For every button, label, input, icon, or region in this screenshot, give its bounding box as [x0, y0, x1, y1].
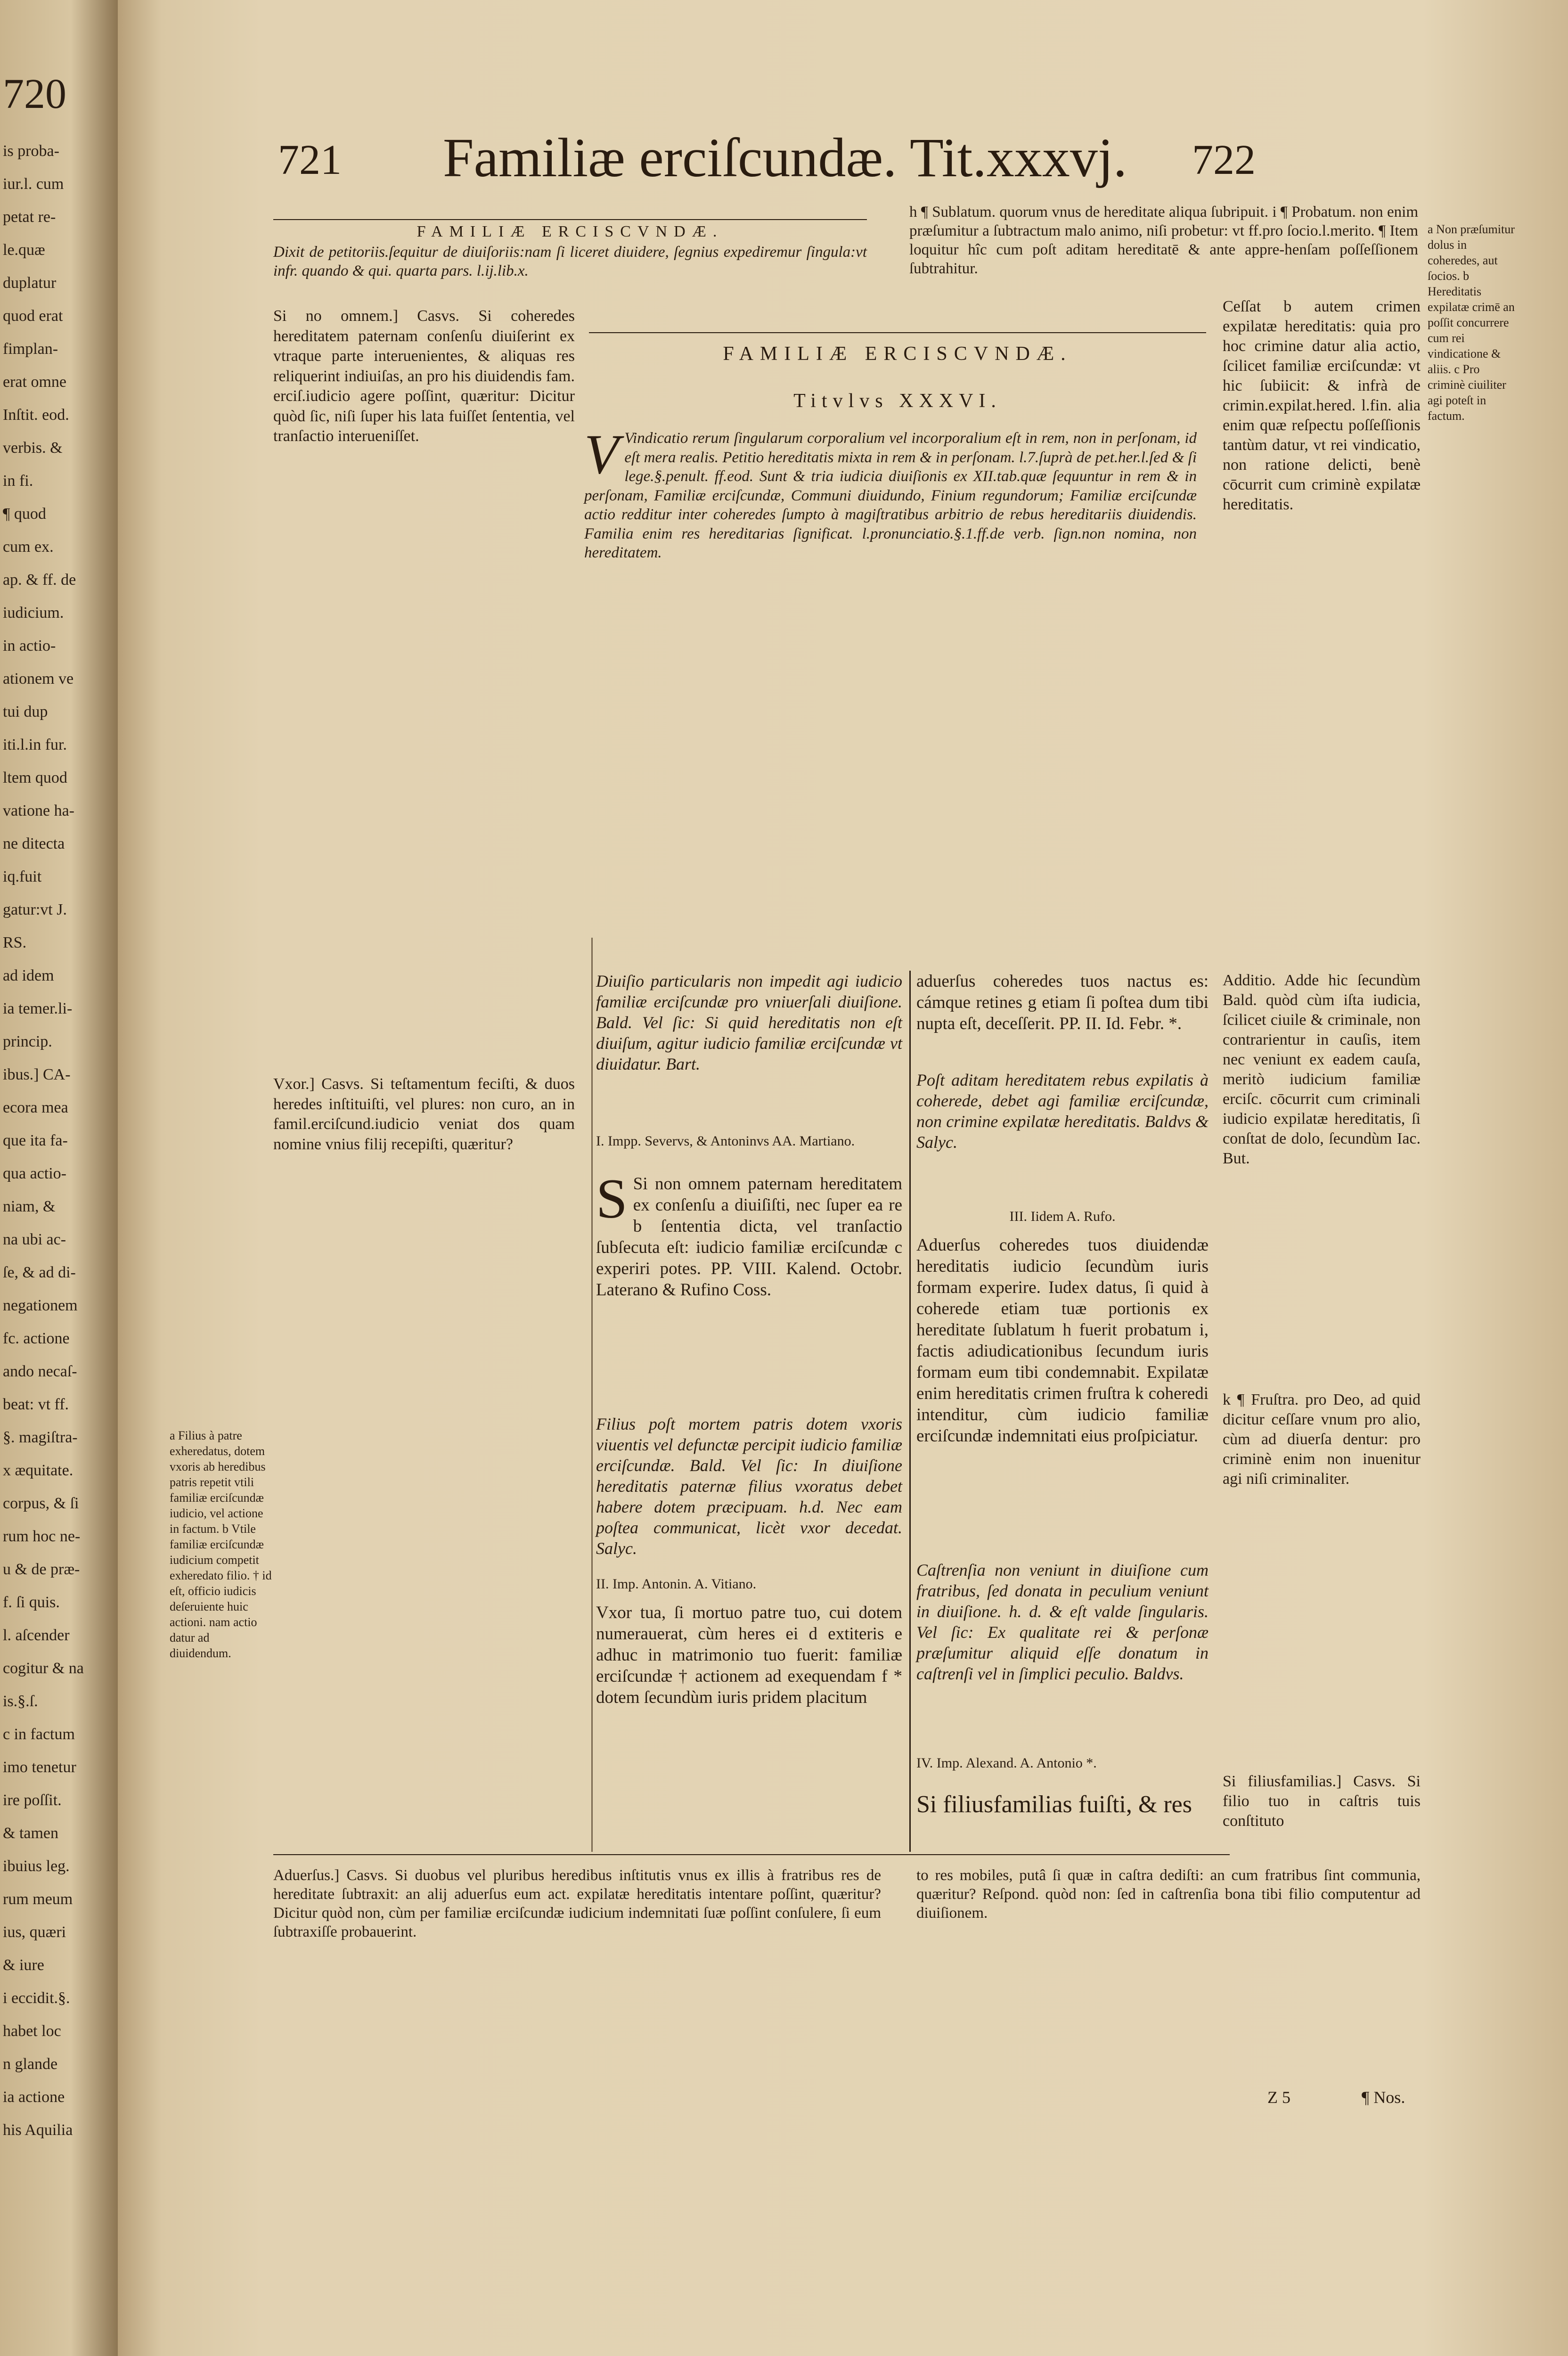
verso-fragment: imo tenetur [3, 1759, 76, 1776]
verso-fragment: Inſtit. eod. [3, 406, 69, 424]
verso-fragment: rum hoc ne- [3, 1528, 81, 1545]
lex-2-continuation: aduerſus coheredes tuos nactus es: cámque retines g etiam ſi poſtea dum tibi nupta eſt, deceſſerit. PP. II. Id. Febr. *. [916, 972, 1209, 1033]
dropcap-s: S [596, 1167, 628, 1230]
verso-fragment: is.§.ſ. [3, 1693, 38, 1710]
verso-fragment: ire poſſit. [3, 1792, 62, 1809]
verso-fragment: ltem quod [3, 769, 67, 786]
catchword: ¶ Nos. [1362, 2088, 1405, 2107]
lex-1-text [596, 1167, 902, 1301]
verso-fragment: niam, & [3, 1198, 56, 1215]
verso-fragment: l. aſcender [3, 1627, 70, 1644]
verso-fragment: ando necaſ- [3, 1363, 77, 1380]
verso-fragment: tui dup [3, 703, 48, 720]
lex-3-text: Aduerſus coheredes tuos diuidendæ hereditatis iudicio ſecundùm iuris formam experire. Iudex datus, ſi quid à coherede etiam tuæ portionis ex hereditate ſublatum h fuerit probatum i, factis adiudicationibus ſecundum iuris formam eum tibi condemnabit. Expilatæ enim hereditatis crimen fruſtra k coheredi intenditur, cùm iudicio familiæ erciſcundæ indemnitati eius proſpiciatur. [916, 1235, 1209, 1446]
bottom-casus-adversus: Aduerſus.] Casvs. Si duobus vel pluribus heredibus inſtitutis vnus ex illis à fratribus res de hereditate ſubtraxit: an alij aduerſus eum act. expilatæ hereditatis intentare poſſint, quæritur? Dicitur quòd non, cùm per familiæ erciſcundæ iudicium indemnitati ſuæ poſſint conſulere, ſi eum ſubtraxiſſe probauerint. [273, 1867, 881, 1940]
right-casus-si-filiusfamilias: Si filiusfamilias.] Casvs. Si filio tuo in caſtris tuis conſtituto [1223, 1773, 1421, 1830]
lex-2-text: Vxor tua, ſi mortuo patre tuo, cui dotem numerauerat, cùm heres ei d extiteris e adhuc in matrimonio tuo fuerit: familiæ erciſcundæ † actionem ad exequendam f * dotem ſecundùm iuris pridem placitum [596, 1603, 902, 1707]
title-rule-left [273, 219, 867, 220]
verso-fragment: cum ex. [3, 538, 54, 556]
verso-fragment: beat: vt ff. [3, 1396, 69, 1413]
right-side-notes: a Non præſumitur dolus in coheredes, aut ſocios. b Hereditatis expilatæ crimē an poſſit concurrere cum rei vindicatione & aliis. c Pro criminè ciuiliter agi poteſt in factum. [1428, 222, 1515, 423]
verso-fragment: ius, quæri [3, 1923, 66, 1941]
verso-fragment: duplatur [3, 274, 57, 292]
right-gloss-a: Ceſſat b autem crimen expilatæ hereditatis: quia pro hoc crimine datur alia actio, ſcilicet familiæ erciſcundæ: vt hic ſubiicit: & infrà de crimin.expilat.hered. l.fin. alia enim quæ reſpectu poſſeſſionis tantùm datur, vt rei vindicatio, non ratione delicti, benè cōcurrit cum criminè expilatæ hereditatis. [1223, 298, 1421, 513]
casus-si-non-omnem: Si no omnem.] Casvs. Si coheredes hereditatem paternam conſenſu diuiſerint ex vtraque parte interuenientes, & aliquas res reliquerint indiuiſas, an pro his diuidendis fam. erciſ.iudicio agere poſſint, quæritur: Dicitur quòd ſic, niſi ſuper his lata fuiſſet ſententia, vel tranſactio interueniſſet. [273, 307, 575, 445]
center-running-title: FAMILIÆ ERCISCVNDÆ. [723, 343, 1072, 365]
lex-3-heading: III. Iidem A. Rufo. [1009, 1209, 1116, 1224]
verso-fragment: n glande [3, 2055, 58, 2073]
verso-fragment: vatione ha- [3, 802, 74, 819]
verso-fragment: ſe, & ad di- [3, 1264, 76, 1281]
right-gloss-k: k ¶ Fruſtra. pro Deo, ad quid dicitur ceſſare vnum pro alio, cùm ad diuerſa dentur: pro criminè enim non inuenitur agi niſi criminaliter. [1223, 1391, 1421, 1488]
right-top-gloss: h ¶ Sublatum. quorum vnus de hereditate aliqua ſubripuit. i ¶ Probatum. non enim præſumitur a ſubtractum malo animo, niſi probetur: vt ff.pro ſocio.l.merito. ¶ Item loquitur hîc cum poſt aditam hereditatē & ante appre-henſam poſſeſſionem ſubtrahitur. [909, 204, 1418, 277]
verso-fragment: na ubi ac- [3, 1231, 66, 1248]
verso-fragment: §. magiſtra- [3, 1429, 78, 1446]
verso-fragment: i eccidit.§. [3, 1989, 70, 2007]
verso-fragment: rum meum [3, 1890, 73, 1908]
verso-fragment: qua actio- [3, 1165, 66, 1182]
left-running-title: FAMILIÆ ERCISCVNDÆ. [416, 223, 724, 240]
verso-fragment: iur.l. cum [3, 175, 64, 193]
titulus-heading: Titvlvs XXXVI. [793, 390, 1002, 412]
verso-fragment: gatur:vt J. [3, 901, 67, 918]
right-page-number: 722 [1192, 137, 1256, 183]
page-title: Familiæ erciſcundæ. Tit.xxxvj. [443, 127, 1127, 188]
verso-fragment: fimplan- [3, 340, 58, 358]
verso-fragment: ne ditecta [3, 835, 65, 852]
verso-fragment: in fi. [3, 472, 33, 490]
left-side-notes: a Filius à patre exheredatus, dotem vxoris ab heredibus patris repetit vtili familiæ erciſcundæ iudicio, vel actione in factum. b Vtile familiæ erciſcundæ iudicium competit exheredato filio. † id eſt, officio iudicis deſeruiente huic actioni. nam actio datur ad diuidendum. [170, 1429, 272, 1660]
lex-4-text: Si filiusfamilias fuiſti, & res [916, 1791, 1192, 1818]
bottom-gloss-rule [273, 1854, 1230, 1855]
verso-fragment: fc. actione [3, 1330, 70, 1347]
verso-fragment: his Aquilia [3, 2121, 73, 2139]
verso-fragment: ¶ quod [3, 505, 46, 523]
verso-fragment: le.quæ [3, 241, 45, 259]
verso-fragment: habet loc [3, 2022, 61, 2040]
verso-page-number: 720 [3, 71, 66, 117]
verso-fragment: is proba- [3, 142, 59, 160]
verso-fragment: negationem [3, 1297, 78, 1314]
left-column-divider [591, 938, 593, 1852]
verso-fragment: princip. [3, 1033, 52, 1050]
lex-3-summary: Poſt aditam hereditatem rebus expilatis à coherede, debet agi familiæ erciſcundæ, non crimine expilatæ hereditatis. Baldvs & Salyc. [916, 1071, 1209, 1152]
verso-fragment: ecora mea [3, 1099, 68, 1116]
verso-fragment: ibuius leg. [3, 1857, 70, 1875]
right-additio: Additio. Adde hic ſecundùm Bald. quòd cùm iſta iudicia, ſcilicet ciuile & criminale, non contrarientur in cauſis, item nec veniunt ex eadem cauſa, meritò iudicium familiæ erciſc. cōcurrit cum criminali iudicio expilatæ hereditatis, ſi conſtat de dolo, ſecundùm Iac. But. [1223, 972, 1421, 1167]
center-intro-gloss-text: Vindicatio rerum ſingularum corporalium vel incorporalium eſt in rem, non in perſonam, id eſt mera realis. Petitio hereditatis mixta in rem & in perſonam. l.7.ſuprà de pet.her.l.ſed & ſi lege.§.penult. ff.eod. Sunt & tria iudicia diuiſionis ex XII.tab.quæ ſequuntur in rem & in perſonam, Familiæ erciſcundæ, Communi diuidundo, Finium regundorum; Familiæ erciſcundæ actio redditur inter coheredes ſumpto à magiſtratibus arbitrio de rebus hereditariis diuidendis. Familia enim res hereditarias ſignificat. l.pronunciatio.§.1.ff.de verb. ſign.non nomina, non hereditatem. [584, 430, 1197, 561]
verso-fragment: iudicium. [3, 604, 64, 622]
verso-fragment: ia actione [3, 2088, 65, 2106]
lex-2-heading: II. Imp. Antonin. A. Vitiano. [596, 1576, 757, 1592]
verso-fragment: & tamen [3, 1824, 59, 1842]
verso-fragment: ad idem [3, 967, 54, 984]
center-column-divider [909, 971, 911, 1852]
center-bottom-gloss: to res mobiles, putâ ſi quæ in caſtra dediſti: an cum fratribus ſint communia, quæritur? Reſpond. quòd non: ſed in caſtrenſia bona tibi filio computentur ad diuiſionem. [916, 1867, 1421, 1922]
verso-fragment: quod erat [3, 307, 63, 325]
verso-page-edge [0, 0, 118, 2356]
verso-fragment: ationem ve [3, 670, 74, 687]
verso-fragment: iq.fuit [3, 868, 42, 885]
verso-fragment: ap. & ff. de [3, 571, 76, 589]
verso-fragment: RS. [3, 934, 27, 951]
verso-fragment: c in factum [3, 1726, 75, 1743]
verso-fragment: que ita fa- [3, 1132, 68, 1149]
left-page-number: 721 [278, 137, 342, 183]
verso-fragment: x æquitate. [3, 1462, 74, 1479]
lex-2-summary: Filius poſt mortem patris dotem vxoris viuentis vel defunctæ percipit iudicio familiæ erciſcundæ. Bald. Vel ſic: In diuiſione hereditatis paternæ filius vxoratus debet habere dotem præcipuam. h.d. Nec eam poſtea communicat, licèt vxor decedat. Salyc. [596, 1415, 902, 1558]
recto-page [118, 0, 1568, 2356]
left-intro-gloss: Dixit de petitoriis.ſequitur de diuiſoriis:nam ſi liceret diuidere, ſegnius expediremur ſingula:vt infr. quando & qui. quarta pars. l.ij.lib.x. [273, 244, 867, 279]
signature-mark: Z 5 [1267, 2088, 1290, 2107]
verso-fragment: verbis. & [3, 439, 63, 457]
title-rule-center [589, 332, 1206, 333]
verso-fragment: corpus, & ſi [3, 1495, 79, 1512]
lex-1-summary: Diuiſio particularis non impedit agi iudicio familiæ erciſcundæ pro vniuerſali diuiſione. Bald. Vel ſic: Si quid hereditatis non eſt diuiſum, agitur iudicio familiæ erciſcundæ vt diuidatur. Bart. [596, 972, 902, 1073]
verso-fragment: u & de præ- [3, 1561, 80, 1578]
verso-fragment: in actio- [3, 637, 56, 654]
verso-fragment: ibus.] CA- [3, 1066, 71, 1083]
verso-fragment: & iure [3, 1956, 44, 1974]
verso-fragment: ia temer.li- [3, 1000, 73, 1017]
lex-4-summary: Caſtrenſia non veniunt in diuiſione cum fratribus, ſed donata in peculium veniunt in diuiſione. h. d. & eſt valde ſingularis. Vel ſic: Ex qualitate rei & perſonæ præſumitur aliquid eſſe donatum in caſtrenſi vel in ſimplici peculio. Baldvs. [916, 1561, 1209, 1683]
verso-fragment: iti.l.in fur. [3, 736, 67, 753]
center-intro-gloss [584, 423, 1197, 563]
lex-1-text-body: Si non omnem paternam hereditatem ex conſenſu a diuiſiſti, nec ſuper ea re b ſententia dicta, vel tranſactio ſubſecuta eſt: iudicio familiæ erciſcundæ c experiri potes. PP. VIII. Kalend. Octobr. Laterano & Rufino Coss. [596, 1174, 902, 1300]
verso-fragment: erat omne [3, 373, 66, 391]
lex-1-heading: I. Impp. Severvs, & Antoninvs AA. Martiano. [596, 1133, 855, 1149]
verso-fragment: petat re- [3, 208, 56, 226]
dropcap-v: V [584, 423, 619, 485]
verso-fragment: cogitur & na [3, 1660, 84, 1677]
verso-fragment: f. ſi quis. [3, 1594, 60, 1611]
lex-4-heading: IV. Imp. Alexand. A. Antonio *. [916, 1755, 1097, 1771]
casus-uxor: Vxor.] Casvs. Si teſtamentum feciſti, & duos heredes inſtituiſti, vel plures: non curo, an in famil.erciſcund.iudicio veniat dos quam nomine vnius filij recepiſti, quæritur? [273, 1075, 575, 1153]
